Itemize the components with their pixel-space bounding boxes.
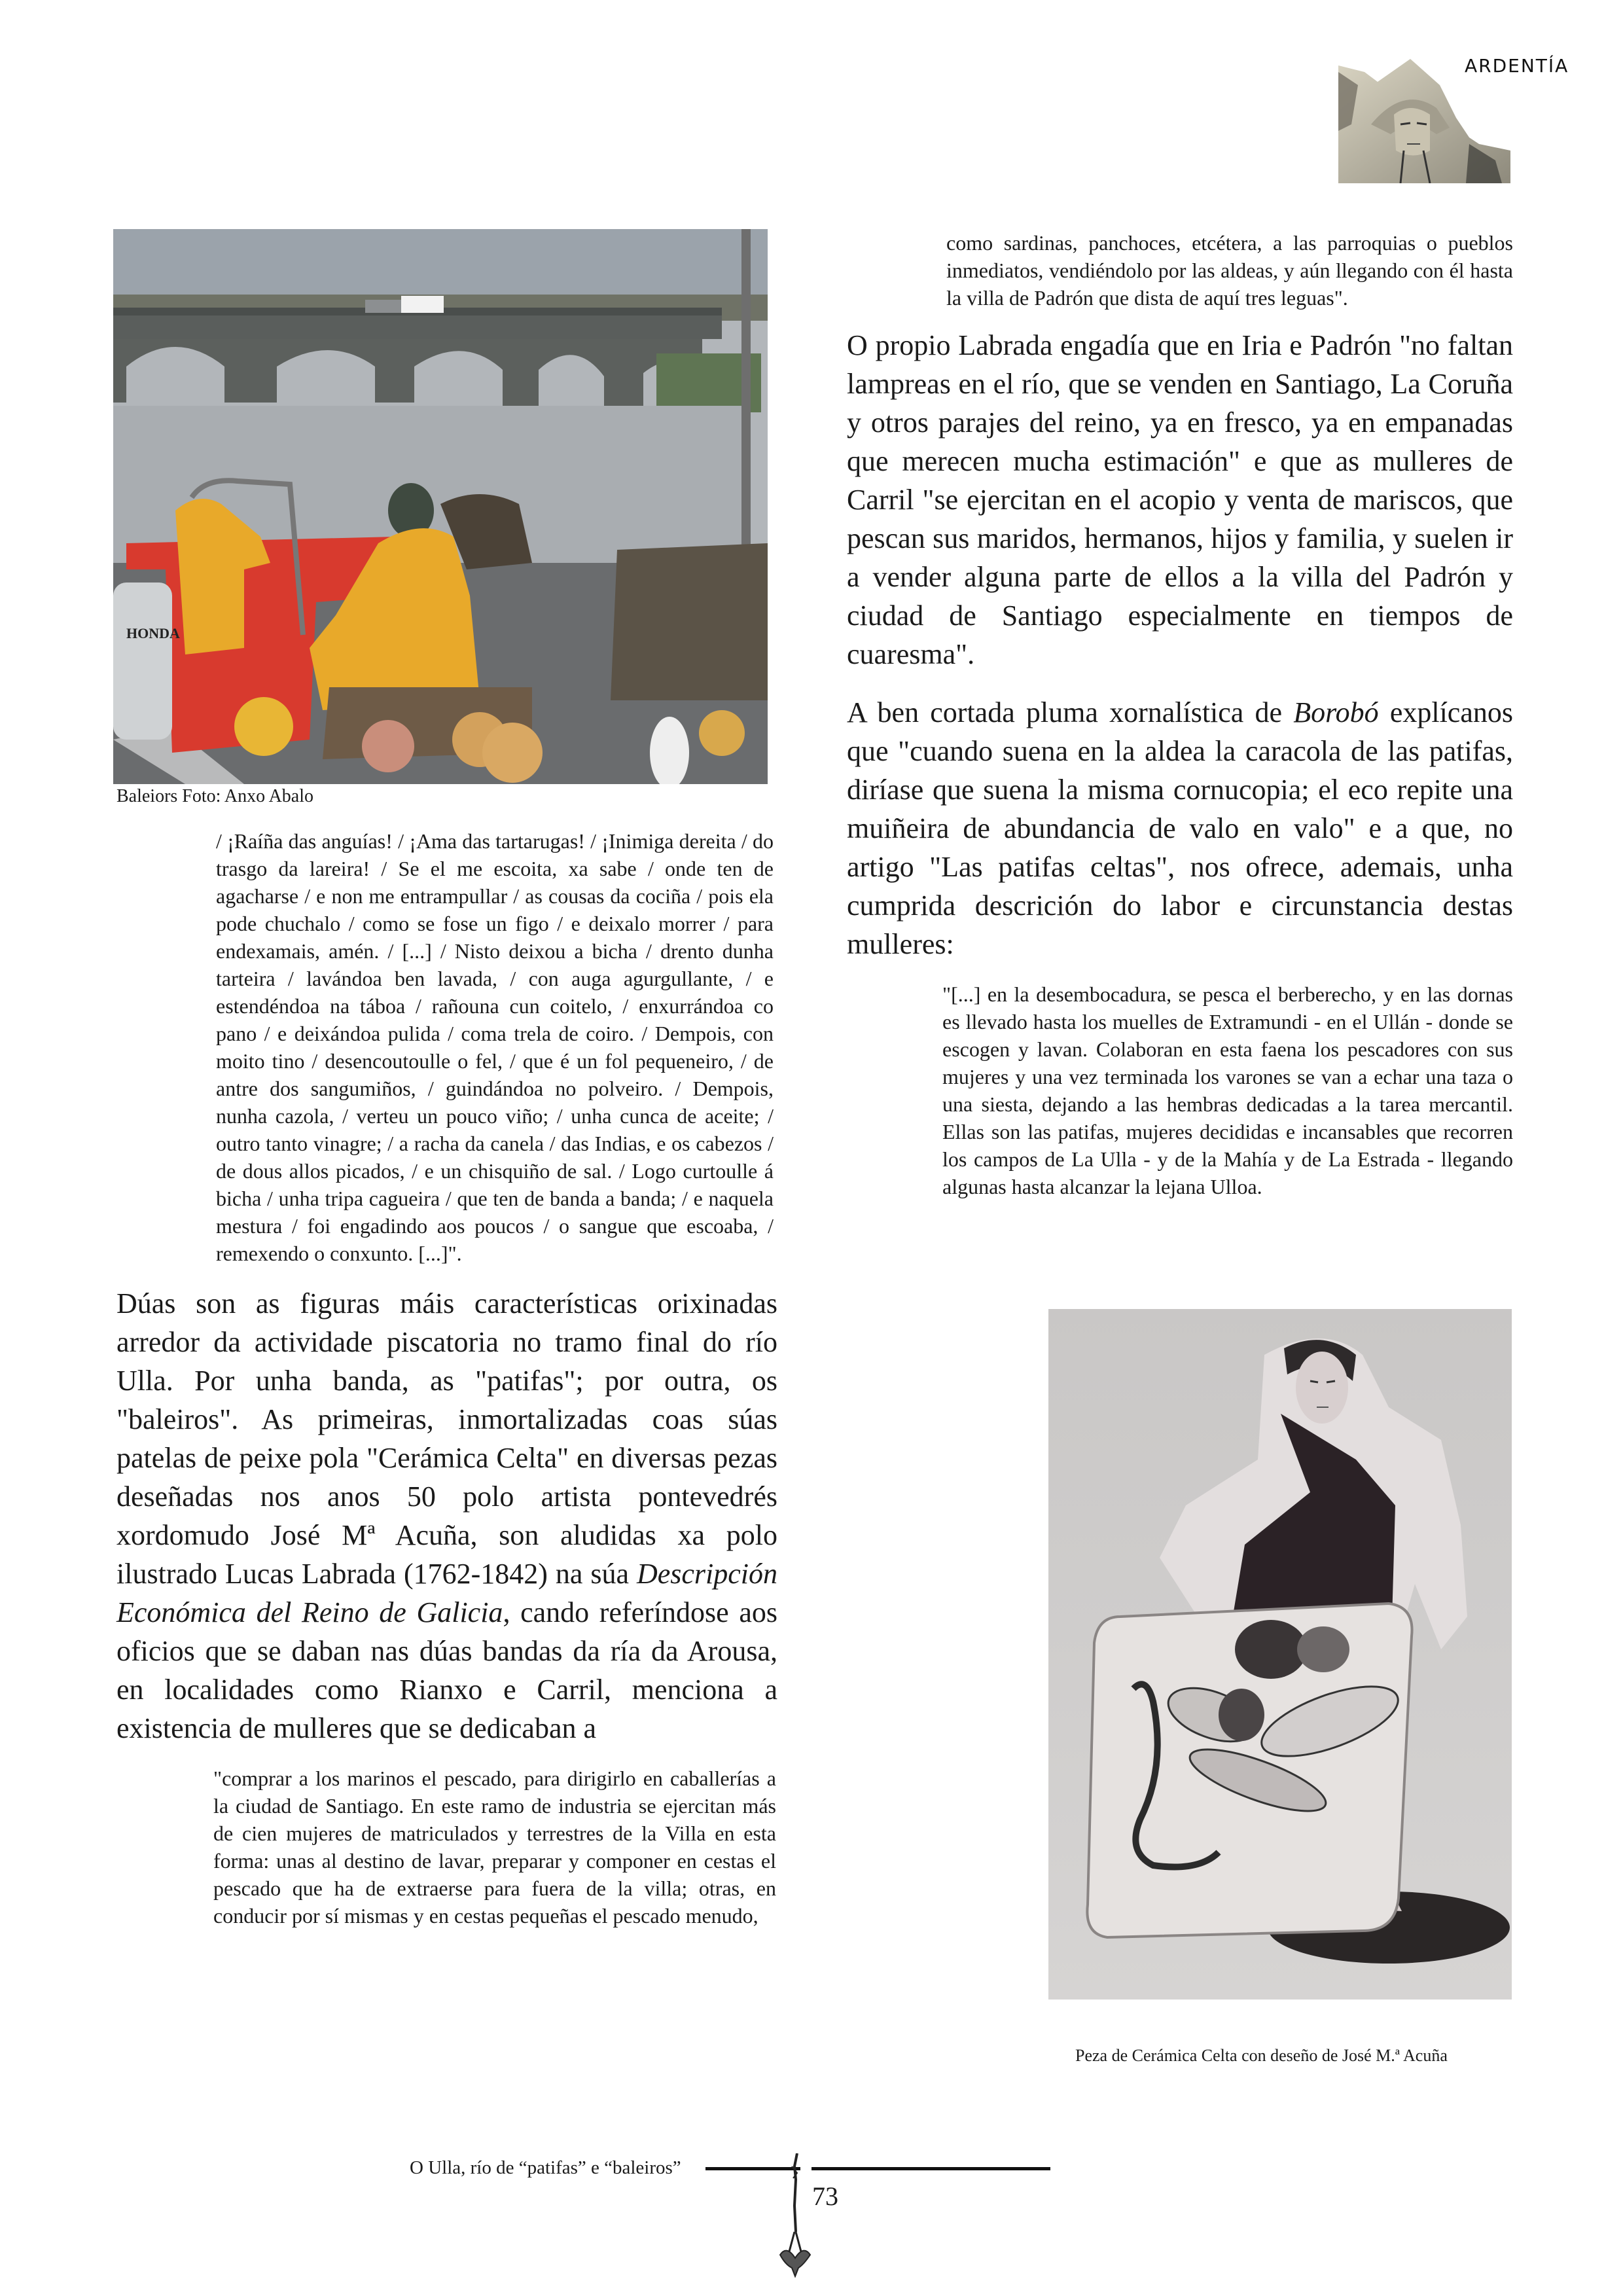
photo-caption: Baleiors Foto: Anxo Abalo — [116, 786, 313, 806]
photo-caption: Peza de Cerámica Celta con deseño de José M.ª Acuña — [1075, 2046, 1448, 2065]
paragraph-text: explícanos que "cuando suena en la aldea la caracola de las patifas, diríase que suena la misma cornucopia; el eco repite una muiñeira de abundancia de valo en valo" e a que, no artigo "Las patifas celtas", nos ofrece, ademais, unha cumprida descrición do labor e circunstancia destas mulleres: — [847, 696, 1513, 960]
quote-text: "comprar a los marinos el pescado, para dirigirlo en caballerías a la ciudad de Santiago. En este ramo de industria se ejercitan más de cien mujeres de matriculados y terrestres de la Villa en esta forma: unas al destino de lavar, preparar y componer en cestas el pescado que ha de extraerse para fuera de la villa; otras, en conducir por sí mismas y en cestas pequeñas el pescado menudo, — [213, 1767, 776, 1928]
running-footer-title: O Ulla, río de “patifas” e “baleiros” — [410, 2157, 681, 2178]
poem-quote-block — [216, 827, 774, 1267]
quote-text: "[...] en la desembocadura, se pesca el berberecho, y en las dornas es llevado hasta los muelles de Extramundi - en el Ullán - donde se escogen y lavan. Colaboran en esta faena los pescadores con sus mujeres y una vez terminada los varones se van a echar una taza o una siesta, dejando a las hembras dedicadas a la tarea mercantil. Ellas son las patifas, mujeres decididas e incansables que recorren los campos de La Ulla - y de la Mahía y de La Estrada - llegando algunas hasta alcanzar la lejana Ulloa. — [942, 982, 1513, 1198]
boat-engine-label: HONDA — [126, 625, 180, 641]
ceramic-patifa-figurine-photo — [1048, 1309, 1512, 2000]
quote-block-dornas — [942, 980, 1513, 1200]
quote-block-top — [946, 229, 1513, 312]
quote-block-comprar — [213, 1765, 776, 1929]
author-name-italic: Borobó — [1293, 696, 1379, 728]
page-number: 73 — [812, 2181, 838, 2211]
fishermen-boat-bridge-photo — [113, 229, 768, 784]
hanging-figure-ornament-icon — [779, 2153, 812, 2278]
footer-rule — [812, 2167, 1050, 2170]
magazine-name: ARDENTÍA — [1465, 55, 1569, 77]
right-column — [847, 229, 1513, 1200]
photo2-figure — [1048, 1309, 1512, 2066]
body-paragraph-borobo — [847, 693, 1513, 963]
paragraph-text: Dúas son as figuras máis características orixinadas arredor da actividade piscatoria no tramo final do río Ulla. Por unha banda, as "patifas"; por outra, os "baleiros". As primeiras, inmortalizadas coas súas patelas de peixe pola "Cerámica Celta" en diversas pezas deseñadas nos anos 50 polo artista pontevedrés xordomudo José Mª Acuña, son aludidas xa polo ilustrado Lucas Labrada (1762-1842) na súa — [116, 1287, 777, 1590]
body-paragraph-labrada — [847, 326, 1513, 673]
quote-text: como sardinas, panchoces, etcétera, a las parroquias o pueblos inmediatos, vendiéndolo por las aldeas, y aún llegando con él hasta la villa de Padrón que dista de aquí tres leguas". — [946, 231, 1513, 310]
body-paragraph-duas — [116, 1284, 777, 1748]
left-column — [113, 229, 777, 1929]
paragraph-text: O propio Labrada engadía que en Iria e Padrón "no faltan lampreas en el río, que se venden en Santiago, La Coruña y otros parajes del reino, ya en fresco, ya en empanadas que merecen mucha estimación" e que as mulleres de Carril "se ejercitan en el acopio y venta de mariscos, que pescan sus maridos, hermanos, hijos y familia, y suelen ir a vender alguna parte de ellos a la villa del Padrón y ciudad de Santiago especialmente en tiempos de cuaresma". — [847, 329, 1513, 670]
poem-text: / ¡Raíña das anguías! / ¡Ama das tartarugas! / ¡Inimiga dereita / do trasgo da lareira! / Se el me escoita, xa sabe / onde ten de agacharse / e non me entrampullar / as cousas da cociña / pois ela pode chuchalo / como se fose un figo / e deixalo morrer / para endexamais, amén. / [...] / Nisto deixou a bicha / drento dunha tarteira / lavándoa ben lavada, / con auga agurgullante, / e estendéndoa na táboa / rañouna cun coitelo, / enxurrándoa co pano / e deixándoa pulida / coma trela de coiro. / Dempois, con moito tino / desencoutoulle o fel, / que é un fol pequeneiro, / de antre dos sangumiños, / guindándoa no polveiro. / Dempois, nunha cazola, / verteu un pouco viño; / unha cunca de aceite; / outro tanto vinagre; / a racha da canela / das Indias, e os cabezos / de dous allos picados, / e un chisquiño de sal. / Logo curtoulle á bicha / unha tripa cagueira / que ten de banda a banda; / e naquela mestura / foi engadindo aos poucos / o sangue que escoaba, / remexendo o conxunto. [...]". — [216, 829, 774, 1265]
paragraph-text: , cando referíndose aos oficios que se daban nas dúas bandas da ría da Arousa, en localidades como Rianxo e Carril, menciona a existencia de mulleres que se dedicaban a — [116, 1596, 777, 1744]
paragraph-text: A ben cortada pluma xornalística de — [847, 696, 1294, 728]
book-title-italic: Descripción Económica del Reino de Galicia — [116, 1558, 777, 1628]
